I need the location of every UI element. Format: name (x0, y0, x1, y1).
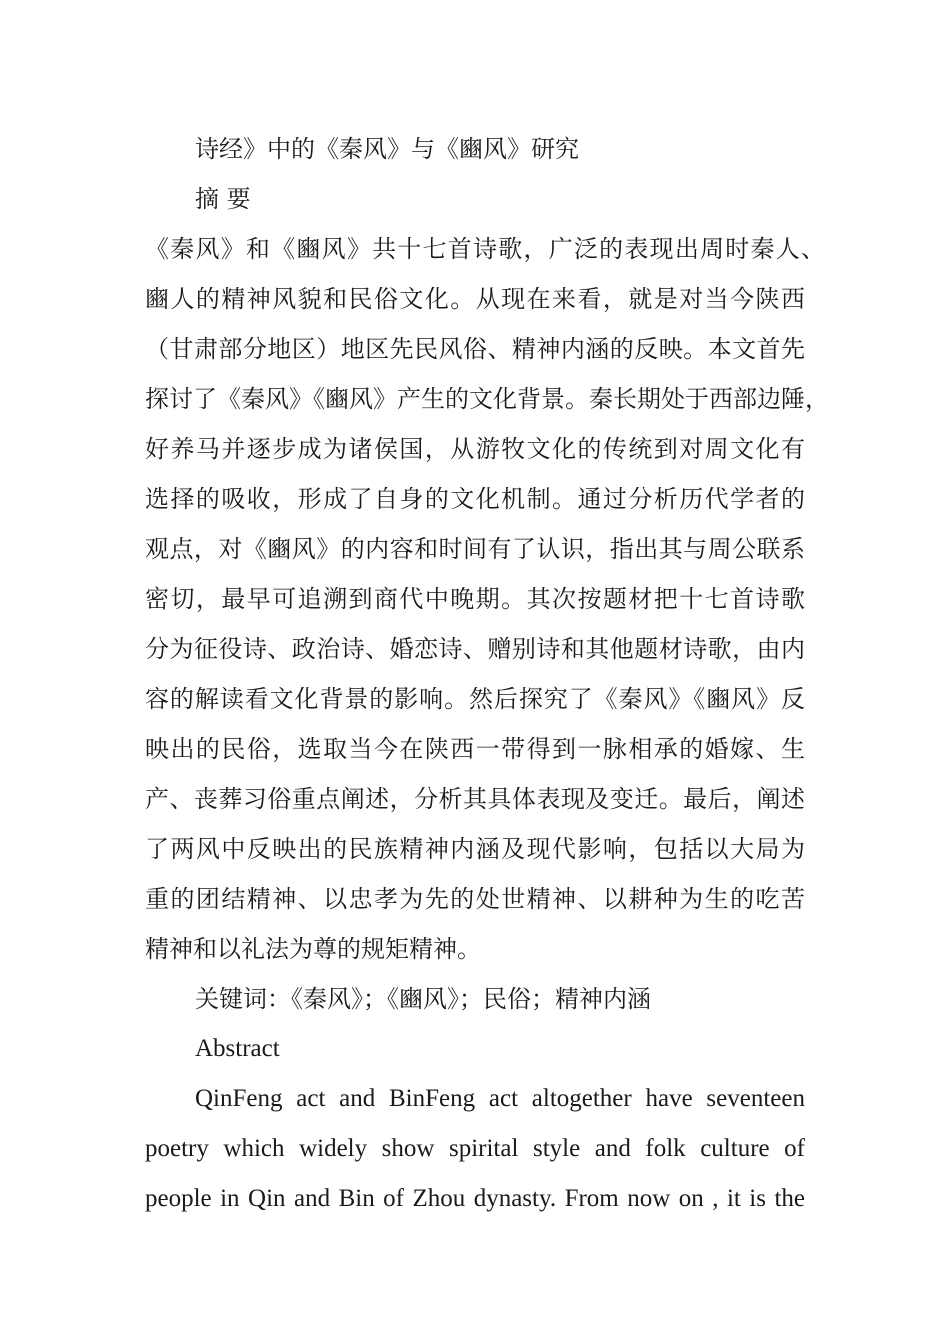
abstract-line-12: 产、丧葬习俗重点阐述，分析其具体表现及变迁。最后，阐述 (145, 785, 805, 813)
abstract-line-5: 好养马并逐步成为诸侯国，从游牧文化的传统到对周文化有 (145, 435, 805, 463)
abstract-line-14: 重的团结精神、以忠孝为先的处世精神、以耕种为生的吃苦 (145, 885, 805, 913)
english-abstract-line-1: QinFeng act and BinFeng act altogether have seventeen (195, 1085, 805, 1112)
abstract-line-1: 《秦风》和《豳风》共十七首诗歌，广泛的表现出周时秦人、 (145, 235, 825, 263)
abstract-line-9: 分为征役诗、政治诗、婚恋诗、赠别诗和其他题材诗歌，由内 (145, 635, 805, 663)
abstract-line-7: 观点，对《豳风》的内容和时间有了认识，指出其与周公联系 (145, 535, 805, 563)
abstract-line-3: （甘肃部分地区）地区先民风俗、精神内涵的反映。本文首先 (145, 335, 805, 363)
abstract-line-15: 精神和以礼法为尊的规矩精神。 (145, 935, 481, 963)
abstract-line-8: 密切，最早可追溯到商代中晚期。其次按题材把十七首诗歌 (145, 585, 805, 613)
keywords-line: 关键词：《秦风》；《豳风》；民俗；精神内涵 (195, 985, 651, 1013)
abstract-line-2: 豳人的精神风貌和民俗文化。从现在来看，就是对当今陕西 (145, 285, 805, 313)
abstract-heading: 摘 要 (195, 185, 251, 213)
abstract-line-11: 映出的民俗，选取当今在陕西一带得到一脉相承的婚嫁、生 (145, 735, 805, 763)
abstract-line-6: 选择的吸收，形成了自身的文化机制。通过分析历代学者的 (145, 485, 805, 513)
abstract-line-13: 了两风中反映出的民族精神内涵及现代影响，包括以大局为 (145, 835, 805, 863)
document-title: 诗经》中的《秦风》与《豳风》研究 (195, 135, 579, 163)
english-abstract-heading: Abstract (195, 1035, 280, 1062)
abstract-line-4: 探讨了《秦风》《豳风》产生的文化背景。秦长期处于西部边陲， (145, 385, 829, 413)
english-abstract-line-3: people in Qin and Bin of Zhou dynasty. From now on , it is the (145, 1185, 805, 1212)
abstract-line-10: 容的解读看文化背景的影响。然后探究了《秦风》《豳风》反 (145, 685, 805, 713)
english-abstract-line-2: poetry which widely show spirital style and folk culture of (145, 1135, 805, 1162)
